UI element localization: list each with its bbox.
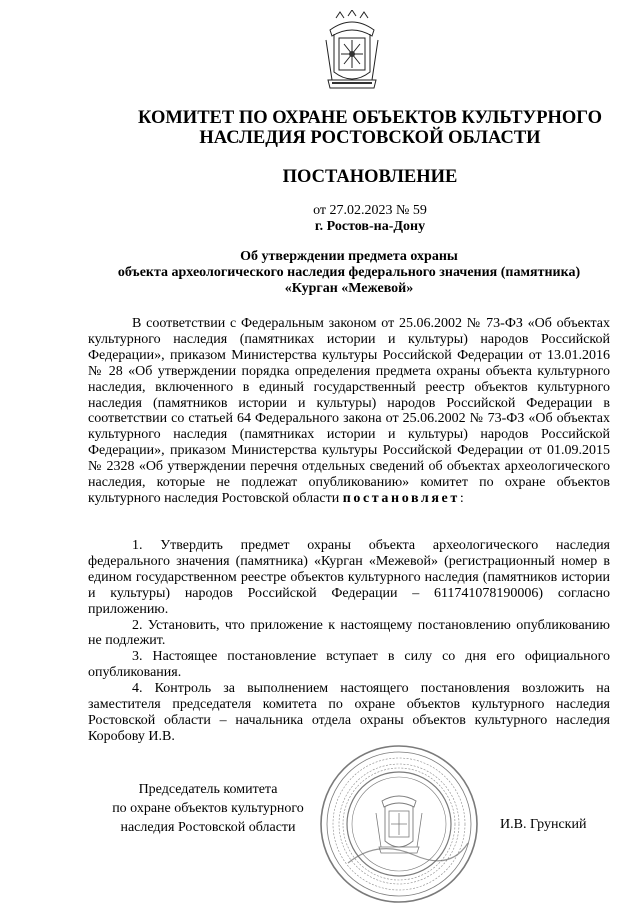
resolution-item-2: 2. Установить, что приложение к настоящему постановлению опубликованию не подлежит. — [88, 617, 610, 649]
committee-name-line-1: КОМИТЕТ ПО ОХРАНЕ ОБЪЕКТОВ КУЛЬТУРНОГО — [138, 108, 602, 128]
preamble-tail: : — [459, 490, 464, 506]
signer-position-line-2: по охране объектов культурного — [112, 801, 304, 816]
signer-position — [98, 780, 318, 837]
signer-position-line-1: Председатель комитета — [138, 782, 278, 797]
document-subject — [88, 249, 610, 297]
document-type: ПОСТАНОВЛЕНИЕ — [282, 167, 458, 187]
committee-name — [100, 108, 640, 148]
signer-position-line-3: наследия Ростовской области — [120, 820, 296, 835]
preamble-text: В соответствии с Федеральным законом от 25.06.2002 № 73-ФЗ «Об объектах культурного наследия (памятниках истории и культуры) народов Российской Федерации», приказом Министерства культуры Российской Федерации от 13.01.2016 № 28 «Об утверждении порядка определения предмета охраны объекта культурного наследия, включенного в единый государственный реестр объектов культурного наследия (памятников истории и культуры) народов Российской Федерации в соответствии со статьей 64 Федерального закона от 25.06.2002 № 73-ФЗ «Об объектах культурного наследия (памятниках истории и культуры) народов Российской Федерации», приказом Министерства культуры Российской Федерации от 01.09.2015 № 2328 «Об утверждении перечня отдельных сведений об объектах археологического наследия, которые не подлежат опубликованию» комитет по охране объектов культурного наследия Ростовской области — [88, 316, 610, 506]
official-seal-stamp — [318, 743, 480, 905]
subject-line-2: объекта археологического наследия федерального значения (памятника) — [117, 265, 581, 280]
resolution-item-3: 3. Настоящее постановление вступает в силу со дня его официального опубликования. — [88, 649, 610, 681]
resolves-word: постановляет — [342, 490, 460, 506]
subject-line-3: «Курган «Межевой» — [284, 281, 414, 296]
resolution-item-4: 4. Контроль за выполнением настоящего постановления возложить на заместителя председателя комитета по охране объектов культурного наследия Ростовской области – начальника отдела охраны объектов культурного наследия Коробову И.В. — [88, 681, 610, 744]
committee-name-line-2: НАСЛЕДИЯ РОСТОВСКОЙ ОБЛАСТИ — [199, 128, 541, 148]
city: г. Ростов-на-Дону — [314, 219, 426, 234]
resolution-items — [88, 538, 610, 745]
subject-line-1: Об утверждении предмета охраны — [240, 249, 458, 264]
coat-of-arms-emblem — [322, 10, 382, 92]
signer-name: И.В. Грунский — [500, 817, 587, 832]
document-meta — [100, 203, 640, 235]
preamble-paragraph — [88, 316, 610, 507]
date-and-number: от 27.02.2023 № 59 — [313, 203, 427, 218]
resolution-item-1: 1. Утвердить предмет охраны объекта археологического наследия федерального значения (памятника) «Курган «Межевой» (регистрационный номер в едином государственном реестре объектов культурного наследия (памятников истории и культуры) народов Российской Федерации – 611741078190006) согласно приложению. — [88, 538, 610, 617]
